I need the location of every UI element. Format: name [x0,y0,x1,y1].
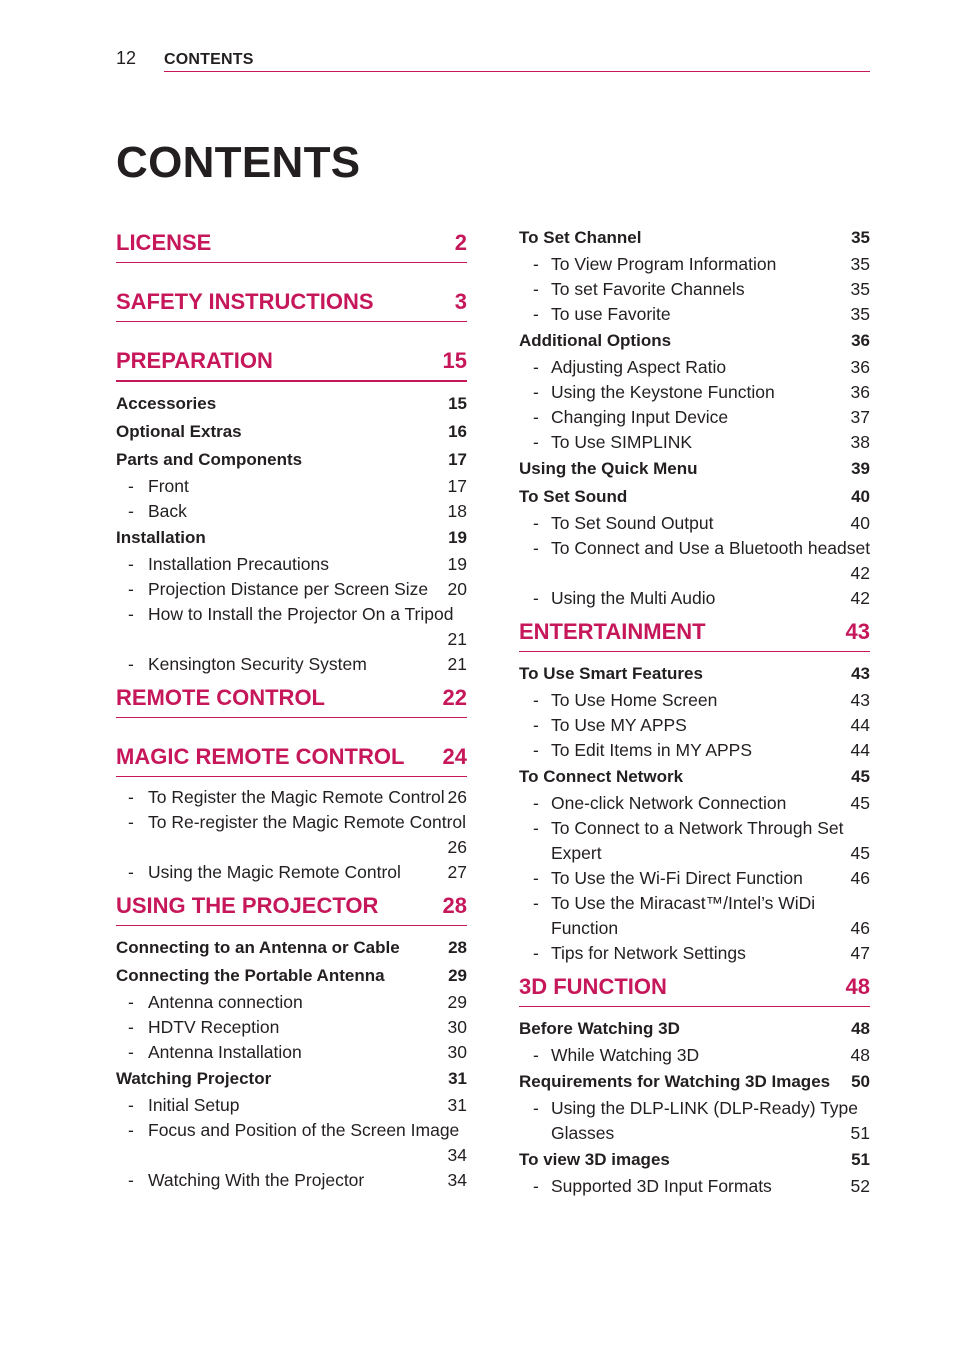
bullet-dash: - [533,407,539,427]
toc-page-number: 44 [850,715,870,735]
bullet-dash: - [128,579,134,599]
toc-subentry-magic-reregister[interactable] [116,810,467,835]
bullet-dash: - [533,868,539,888]
toc-entry-title: Installation [116,528,206,547]
toc-page-number: 26 [447,837,467,857]
toc-page-number: 46 [850,868,870,888]
toc-subentry-title: To Use the Wi-Fi Direct Function [551,868,803,888]
toc-page-number: 3 [454,289,467,314]
toc-subentry-title: Projection Distance per Screen Size [148,579,429,599]
toc-page-number: 35 [850,279,870,299]
toc-subentry-fav-channels[interactable] [519,277,870,302]
toc-entry-title: Using the Quick Menu [519,459,698,478]
toc-page-number: 18 [447,501,467,521]
toc-subentry-title: Expert [551,843,602,863]
running-header: CONTENTS [164,51,254,68]
toc-page-number: 34 [447,1145,467,1165]
toc-entry-view-3d[interactable] [519,1146,870,1174]
toc-page-number: 51 [851,1150,870,1169]
toc-page-number: 36 [850,357,870,377]
toc-section-title: SAFETY INSTRUCTIONS [116,289,374,314]
toc-left-column [116,224,467,1193]
toc-subentry-simplink[interactable] [519,430,870,455]
toc-subentry-title: Focus and Position of the Screen Image [148,1120,460,1140]
bullet-dash: - [533,893,539,913]
toc-subentry-my-apps[interactable] [519,713,870,738]
toc-page-number: 30 [447,1042,467,1062]
toc-subentry-input-device[interactable] [519,405,870,430]
toc-subentry-title: While Watching 3D [551,1045,700,1065]
toc-page-number: 40 [851,487,870,506]
toc-entry-set-channel[interactable] [519,224,870,252]
toc-entry-portable-antenna[interactable] [116,962,467,990]
toc-subentry-focus[interactable] [116,1118,467,1143]
toc-subentry-while-3d[interactable] [519,1043,870,1068]
toc-subentry-title: To Use MY APPS [551,715,687,735]
toc-page-number: 30 [447,1017,467,1037]
bullet-dash: - [128,1042,134,1062]
bullet-dash: - [533,538,539,558]
toc-page-number: 19 [448,528,467,547]
toc-page-number: 28 [448,938,467,957]
toc-page-number: 48 [851,1019,870,1038]
toc-page-number: 20 [447,579,467,599]
toc-subentry-title: HDTV Reception [148,1017,280,1037]
toc-section-magic-remote[interactable] [116,738,467,777]
toc-subentry-miracast-cont[interactable] [519,916,870,941]
toc-subentry-title: One-click Network Connection [551,793,787,813]
toc-page-number: 28 [442,893,467,918]
toc-subentry-title: Supported 3D Input Formats [551,1176,772,1196]
toc-section-title: LICENSE [116,230,212,255]
toc-subentry-title: To Use Home Screen [551,690,718,710]
toc-subentry-title: Using the Multi Audio [551,588,716,608]
page-number: 12 [116,48,137,68]
toc-subentry-title: To Use the Miracast™/Intel’s WiDi [551,893,816,913]
toc-page-number: 31 [448,1069,467,1088]
toc-page-number: 40 [850,513,870,533]
bullet-dash: - [128,1170,134,1190]
bullet-dash: - [533,588,539,608]
toc-entry-title: Watching Projector [116,1069,272,1088]
bullet-dash: - [533,1176,539,1196]
toc-page-number: 34 [447,1170,467,1190]
toc-subentry-one-click[interactable] [519,791,870,816]
toc-entry-requirements-3d[interactable] [519,1068,870,1096]
header-rule [164,71,870,72]
toc-subentry-title: To Connect and Use a Bluetooth headset [551,538,871,558]
toc-entry-parts[interactable] [116,446,467,474]
toc-subentry-title: Kensington Security System [148,654,367,674]
toc-subentry-title: Adjusting Aspect Ratio [551,357,727,377]
toc-entry-title: To view 3D images [519,1150,670,1169]
toc-page-number: 39 [851,459,870,478]
toc-subentry-title: Changing Input Device [551,407,729,427]
toc-subentry-title: Antenna Installation [148,1042,302,1062]
toc-page-number: 45 [850,793,870,813]
toc-entry-title: Connecting to an Antenna or Cable [116,938,400,957]
toc-page-number: 17 [448,450,467,469]
toc-section-title: PREPARATION [116,348,273,373]
toc-subentry-title: Front [148,476,189,496]
toc-subentry-network-tips[interactable] [519,941,870,966]
toc-page-number: 35 [850,304,870,324]
toc-subentry-projection-distance[interactable] [116,577,467,602]
toc-subentry-title: To Edit Items in MY APPS [551,740,753,760]
toc-entry-title: Before Watching 3D [519,1019,680,1038]
toc-page-number: 37 [850,407,870,427]
toc-subentry-magic-using[interactable] [116,860,467,885]
toc-subentry-initial-setup[interactable] [116,1093,467,1118]
bullet-dash: - [533,943,539,963]
toc-entry-title: Requirements for Watching 3D Images [519,1072,831,1091]
toc-subentry-use-favorite[interactable] [519,302,870,327]
toc-subentry-title: Glasses [551,1123,615,1143]
toc-subentry-view-program[interactable] [519,252,870,277]
toc-page-number: 45 [851,767,870,786]
toc-page-number: 24 [442,744,467,769]
bullet-dash: - [128,1120,134,1140]
bullet-dash: - [533,715,539,735]
toc-subentry-antenna-installation[interactable] [116,1040,467,1065]
bullet-dash: - [128,787,134,807]
toc-page-number: 21 [447,654,467,674]
toc-subentry-wifi-direct[interactable] [519,866,870,891]
toc-page-number: 35 [850,254,870,274]
toc-page-number: 47 [850,943,870,963]
bullet-dash: - [128,476,134,496]
toc-subentry-title: Antenna connection [148,992,303,1012]
toc-subentry-title: To set Favorite Channels [551,279,745,299]
page-title: CONTENTS [116,138,361,187]
toc-subentry-front[interactable] [116,474,467,499]
toc-subentry-back[interactable] [116,499,467,524]
toc-page-number: 2 [454,230,467,255]
toc-entry-smart-features[interactable] [519,660,870,688]
toc-subentry-focus-page[interactable] [116,1143,467,1168]
toc-subentry-title: Using the Keystone Function [551,382,775,402]
bullet-dash: - [128,604,134,624]
toc-entry-title: Accessories [116,394,217,413]
toc-subentry-bluetooth-page[interactable] [519,561,870,586]
toc-subentry-set-expert[interactable] [519,816,870,841]
toc-page-number: 16 [448,422,467,441]
toc-page-number: 45 [850,843,870,863]
bullet-dash: - [128,554,134,574]
toc-page-number: 29 [448,966,467,985]
toc-page-number: 42 [850,563,870,583]
bullet-dash: - [533,1045,539,1065]
bullet-dash: - [533,1098,539,1118]
bullet-dash: - [128,1095,134,1115]
toc-page-number: 26 [447,787,467,807]
toc-section-entertainment[interactable] [519,613,870,652]
toc-subentry-magic-reregister-page[interactable] [116,835,467,860]
bullet-dash: - [533,357,539,377]
toc-subentry-multi-audio[interactable] [519,586,870,611]
toc-page-number: 15 [448,394,467,413]
toc-subentry-title: To Use SIMPLINK [551,432,693,452]
toc-subentry-title: How to Install the Projector On a Tripod [148,604,454,624]
toc-subentry-keystone[interactable] [519,380,870,405]
toc-page-number: 22 [442,685,467,710]
toc-entry-antenna-cable[interactable] [116,934,467,962]
toc-page-number: 17 [447,476,467,496]
toc-subentry-title: Initial Setup [148,1095,240,1115]
toc-section-safety[interactable] [116,283,467,322]
toc-page-number: 31 [447,1095,467,1115]
toc-page-number: 36 [850,382,870,402]
toc-section-title: ENTERTAINMENT [519,619,706,644]
toc-page-number: 36 [851,331,870,350]
toc-subentry-title: Back [148,501,187,521]
toc-entry-title: To Connect Network [519,767,684,786]
toc-entry-before-3d[interactable] [519,1015,870,1043]
bullet-dash: - [533,818,539,838]
toc-section-preparation[interactable] [116,342,467,382]
toc-subentry-title: Installation Precautions [148,554,329,574]
bullet-dash: - [533,304,539,324]
toc-page-number: 50 [851,1072,870,1091]
toc-entry-quick-menu[interactable] [519,455,870,483]
toc-entry-installation[interactable] [116,524,467,552]
toc-entry-connect-network[interactable] [519,763,870,791]
toc-section-title: MAGIC REMOTE CONTROL [116,744,405,769]
bullet-dash: - [533,382,539,402]
toc-subentry-title: To View Program Information [551,254,777,274]
toc-page-number: 46 [850,918,870,938]
toc-subentry-sound-output[interactable] [519,511,870,536]
toc-page-number: 43 [845,619,870,644]
toc-subentry-home-screen[interactable] [519,688,870,713]
toc-subentry-title: To Connect to a Network Through Set [551,818,844,838]
bullet-dash: - [533,513,539,533]
toc-page-number: 21 [447,629,467,649]
toc-entry-title: To Set Channel [519,228,642,247]
toc-entry-title: Optional Extras [116,422,242,441]
toc-subentry-title: Function [551,918,619,938]
toc-section-title: USING THE PROJECTOR [116,893,379,918]
toc-entry-optional-extras[interactable] [116,418,467,446]
toc-subentry-title: To Set Sound Output [551,513,714,533]
toc-entry-title: To Set Sound [519,487,628,506]
bullet-dash: - [128,654,134,674]
bullet-dash: - [128,812,134,832]
toc-entry-title: Parts and Components [116,450,303,469]
toc-page-number: 29 [447,992,467,1012]
toc-page-number: 35 [851,228,870,247]
bullet-dash: - [533,740,539,760]
toc-page-number: 51 [850,1123,870,1143]
toc-subentry-edit-items[interactable] [519,738,870,763]
toc-subentry-installation-precautions[interactable] [116,552,467,577]
toc-page-number: 15 [442,348,467,373]
toc-page-number: 48 [850,1045,870,1065]
toc-subentry-miracast[interactable] [519,891,870,916]
bullet-dash: - [128,501,134,521]
toc-subentry-dlp-link-cont[interactable] [519,1121,870,1146]
toc-entry-title: To Use Smart Features [519,664,703,683]
toc-section-title: REMOTE CONTROL [116,685,325,710]
toc-right-column [519,224,870,1199]
toc-subentry-magic-register[interactable] [116,785,467,810]
toc-entry-watching-projector[interactable] [116,1065,467,1093]
toc-page-number: 43 [851,664,870,683]
toc-subentry-aspect[interactable] [519,355,870,380]
toc-page-number: 19 [447,554,467,574]
bullet-dash: - [128,1017,134,1037]
toc-subentry-tripod[interactable] [116,602,467,627]
toc-entry-title: Connecting the Portable Antenna [116,966,385,985]
toc-entry-title: Additional Options [519,331,672,350]
bullet-dash: - [533,254,539,274]
bullet-dash: - [533,279,539,299]
toc-page-number: 42 [850,588,870,608]
toc-subentry-3d-formats[interactable] [519,1174,870,1199]
toc-entry-set-sound[interactable] [519,483,870,511]
toc-subentry-kensington[interactable] [116,652,467,677]
toc-subentry-hdtv[interactable] [116,1015,467,1040]
toc-page-number: 43 [850,690,870,710]
toc-subentry-tripod-page[interactable] [116,627,467,652]
toc-subentry-title: Using the DLP-LINK (DLP-Ready) Type [551,1098,859,1118]
toc-subentry-title: To Register the Magic Remote Control [148,787,445,807]
bullet-dash: - [533,690,539,710]
toc-section-using-projector[interactable] [116,887,467,926]
toc-entry-additional-options[interactable] [519,327,870,355]
toc-subentry-set-expert-cont[interactable] [519,841,870,866]
toc-page-number: 27 [447,862,467,882]
toc-entry-accessories[interactable] [116,390,467,418]
toc-subentry-title: Tips for Network Settings [551,943,746,963]
toc-subentry-antenna-connection[interactable] [116,990,467,1015]
toc-section-license[interactable] [116,224,467,263]
bullet-dash: - [128,992,134,1012]
toc-subentry-title: To Re-register the Magic Remote Control [148,812,467,832]
toc-subentry-dlp-link[interactable] [519,1096,870,1121]
bullet-dash: - [533,793,539,813]
toc-page-number: 44 [850,740,870,760]
toc-page-number: 38 [850,432,870,452]
toc-subentry-bluetooth[interactable] [519,536,870,561]
toc-subentry-title: To use Favorite [551,304,671,324]
toc-page-number: 48 [845,974,870,999]
toc-section-title: 3D FUNCTION [519,974,667,999]
toc-subentry-title: Using the Magic Remote Control [148,862,401,882]
toc-page-number: 52 [850,1176,870,1196]
bullet-dash: - [533,432,539,452]
toc-section-remote-control[interactable] [116,679,467,718]
toc-subentry-watching-with[interactable] [116,1168,467,1193]
bullet-dash: - [128,862,134,882]
toc-section-3d-function[interactable] [519,968,870,1007]
toc-subentry-title: Watching With the Projector [148,1170,365,1190]
